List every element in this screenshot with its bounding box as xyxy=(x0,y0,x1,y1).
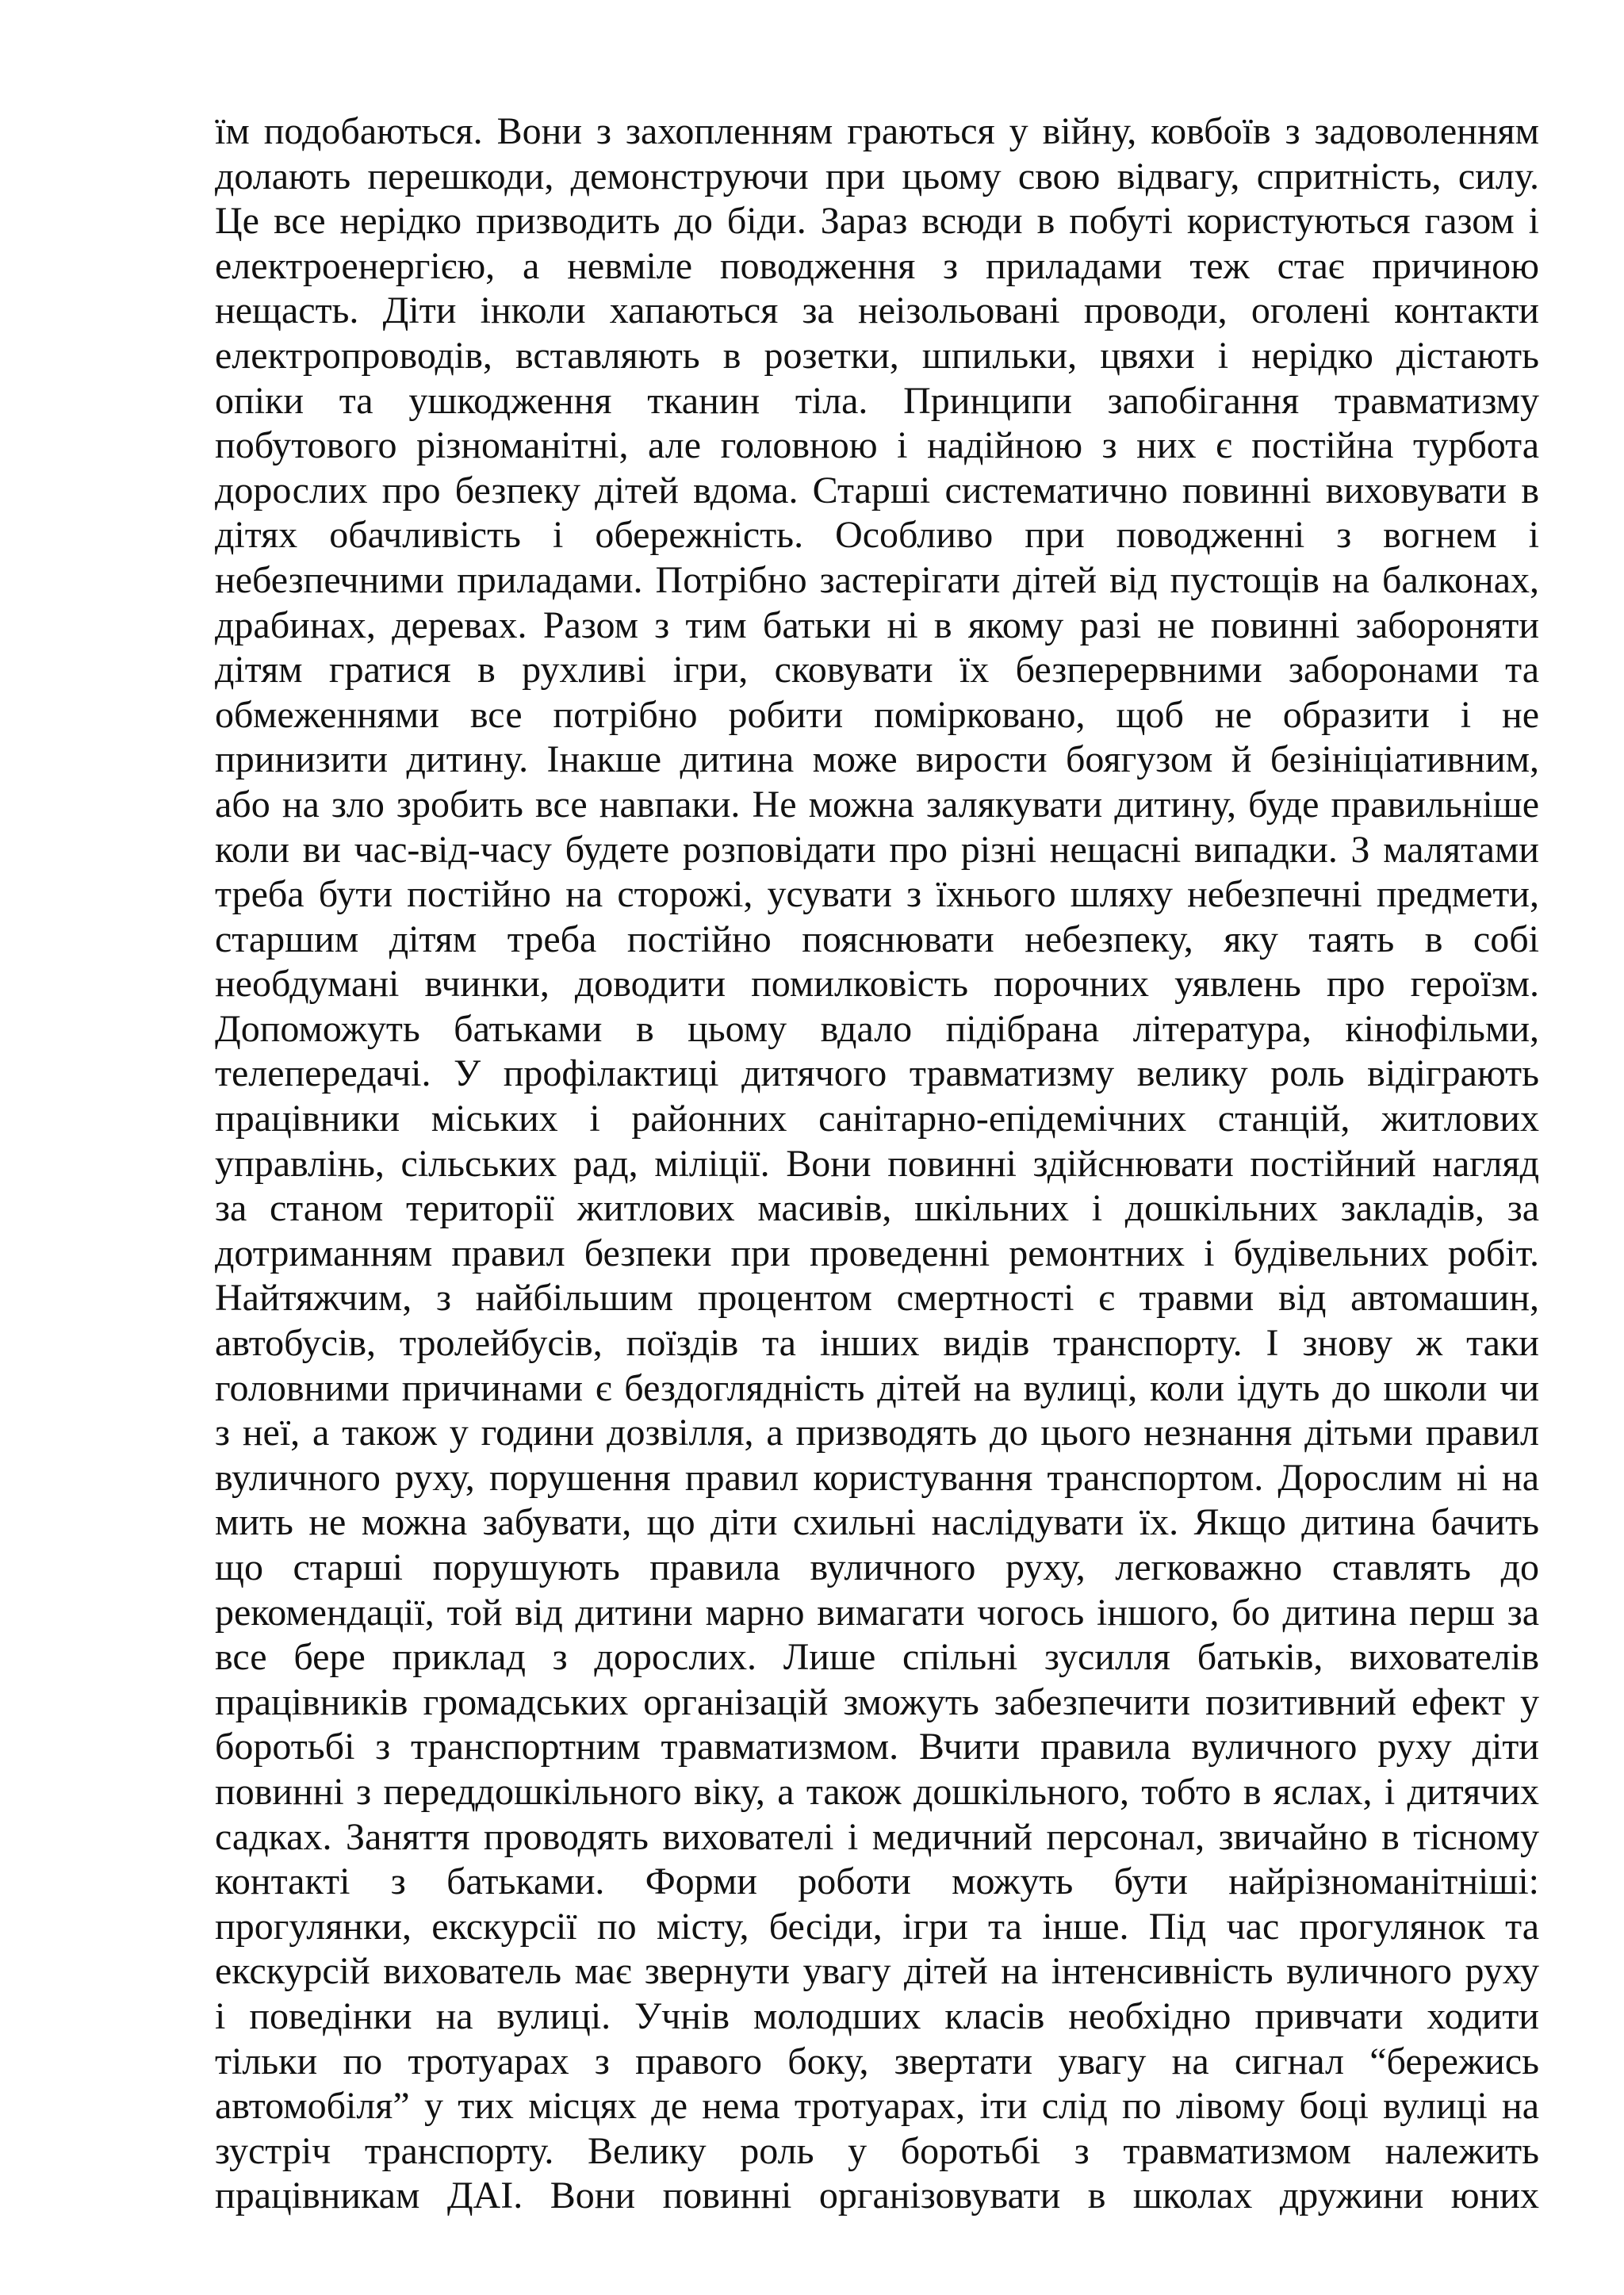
text-line: дотриманням правил безпеки при проведенні ремонтних і будівельних робіт. xyxy=(215,1232,1539,1274)
text-line: управлінь, сільських рад, міліції. Вони повинні здійснювати постійний нагляд xyxy=(215,1142,1539,1185)
text-line: опіки та ушкодження тканин тіла. Принципи запобігання травматизму xyxy=(215,379,1539,422)
text-line: працівникам ДАІ. Вони повинні організовувати в школах дружини юних xyxy=(215,2174,1539,2217)
text-line: електроенергією, а невміле поводження з приладами теж стає причиною xyxy=(215,244,1539,287)
text-line: прогулянки, екскурсії по місту, бесіди, ігри та інше. Під час прогулянок та xyxy=(215,1905,1539,1948)
text-line: контакті з батьками. Форми роботи можуть бути найрізноманітніші: xyxy=(215,1860,1539,1903)
text-line: нещасть. Діти інколи хапаються за неізольовані проводи, оголені контакти xyxy=(215,289,1539,332)
text-line: долають перешкоди, демонструючи при цьому свою відвагу, спритність, силу. xyxy=(215,155,1539,197)
text-line: екскурсій вихователь має звернути увагу дітей на інтенсивність вуличного руху xyxy=(215,1950,1539,1993)
text-line: Це все нерідко призводить до біди. Зараз всюди в побуті користуються газом і xyxy=(215,200,1539,243)
text-line: принизити дитину. Інакше дитина може вирости боягузом й безініціативним, xyxy=(215,738,1539,781)
text-line: необдумані вчинки, доводити помилковість порочних уявлень про героїзм. xyxy=(215,963,1539,1006)
text-line: побутового різноманітні, але головною і надійною з них є постійна турбота xyxy=(215,424,1539,467)
text-line: дорослих про безпеку дітей вдома. Старші систематично повинні виховувати в xyxy=(215,469,1539,511)
text-line: обмеженнями все потрібно робити помірковано, щоб не образити і не xyxy=(215,693,1539,736)
text-line: дітям гратися в рухливі ігри, сковувати їх безперервними заборонами та xyxy=(215,649,1539,692)
text-line: вуличного руху, порушення правил користування транспортом. Дорослим ні на xyxy=(215,1456,1539,1499)
text-line: садках. Заняття проводять вихователі і медичний персонал, звичайно в тісному xyxy=(215,1815,1539,1858)
text-line: автобусів, тролейбусів, поїздів та інших видів транспорту. І знову ж таки xyxy=(215,1322,1539,1365)
text-line: і поведінки на вулиці. Учнів молодших класів необхідно привчати ходити xyxy=(215,1994,1539,2037)
text-line: старшим дітям треба постійно пояснювати небезпеку, яку таять в собі xyxy=(215,918,1539,960)
text-line: рекомендації, той від дитини марно вимагати чогось іншого, бо дитина перш за xyxy=(215,1591,1539,1634)
body-text xyxy=(215,109,1539,2219)
text-line: мить не можна забувати, що діти схильні наслідувати їх. Якщо дитина бачить xyxy=(215,1501,1539,1544)
text-line: або на зло зробить все навпаки. Не можна залякувати дитину, буде правильніше xyxy=(215,783,1539,826)
text-line: небезпечними приладами. Потрібно застерігати дітей від пустощів на балконах, xyxy=(215,558,1539,601)
text-line: працівників громадських організацій зможуть забезпечити позитивний ефект у xyxy=(215,1680,1539,1723)
text-line: повинні з переддошкільного віку, а також дошкільного, тобто в яслах, і дитячих xyxy=(215,1770,1539,1813)
text-line: зустріч транспорту. Велику роль у боротьбі з травматизмом належить xyxy=(215,2129,1539,2172)
text-line: дітях обачливість і обережність. Особливо при поводженні з вогнем і xyxy=(215,514,1539,557)
text-line: Найтяжчим, з найбільшим процентом смертності є травми від автомашин, xyxy=(215,1277,1539,1320)
text-line: електропроводів, вставляють в розетки, шпильки, цвяхи і нерідко дістають xyxy=(215,334,1539,377)
text-line: працівники міських і районних санітарно-епідемічних станцій, житлових xyxy=(215,1098,1539,1140)
text-line: треба бути постійно на сторожі, усувати з їхнього шляху небезпечні предмети, xyxy=(215,873,1539,916)
text-line: їм подобаються. Вони з захопленням граються у війну, ковбоїв з задоволенням xyxy=(215,110,1539,152)
text-line: боротьбі з транспортним травматизмом. Вчити правила вуличного руху діти xyxy=(215,1726,1539,1768)
text-line: драбинах, деревах. Разом з тим батьки ні в якому разі не повинні забороняти xyxy=(215,603,1539,646)
text-line: все бере приклад з дорослих. Лише спільні зусилля батьків, вихователів xyxy=(215,1636,1539,1679)
text-line: за станом території житлових масивів, шкільних і дошкільних закладів, за xyxy=(215,1187,1539,1230)
text-line: автомобіля” у тих місцях де нема тротуарах, іти слід по лівому боці вулиці на xyxy=(215,2085,1539,2128)
text-line: з неї, а також у години дозвілля, а призводять до цього незнання дітьми правил xyxy=(215,1412,1539,1454)
text-line: що старші порушують правила вуличного руху, легковажно ставлять до xyxy=(215,1546,1539,1588)
text-line: коли ви час-від-часу будете розповідати про різні нещасні випадки. З малятами xyxy=(215,828,1539,871)
text-line: телепередачі. У профілактиці дитячого травматизму велику роль відіграють xyxy=(215,1052,1539,1095)
text-line: тільки по тротуарах з правого боку, звертати увагу на сигнал “бережись xyxy=(215,2040,1539,2082)
text-line: Допоможуть батьками в цьому вдало підібрана література, кінофільми, xyxy=(215,1007,1539,1050)
text-line: головними причинами є бездоглядність дітей на вулиці, коли ідуть до школи чи xyxy=(215,1366,1539,1409)
